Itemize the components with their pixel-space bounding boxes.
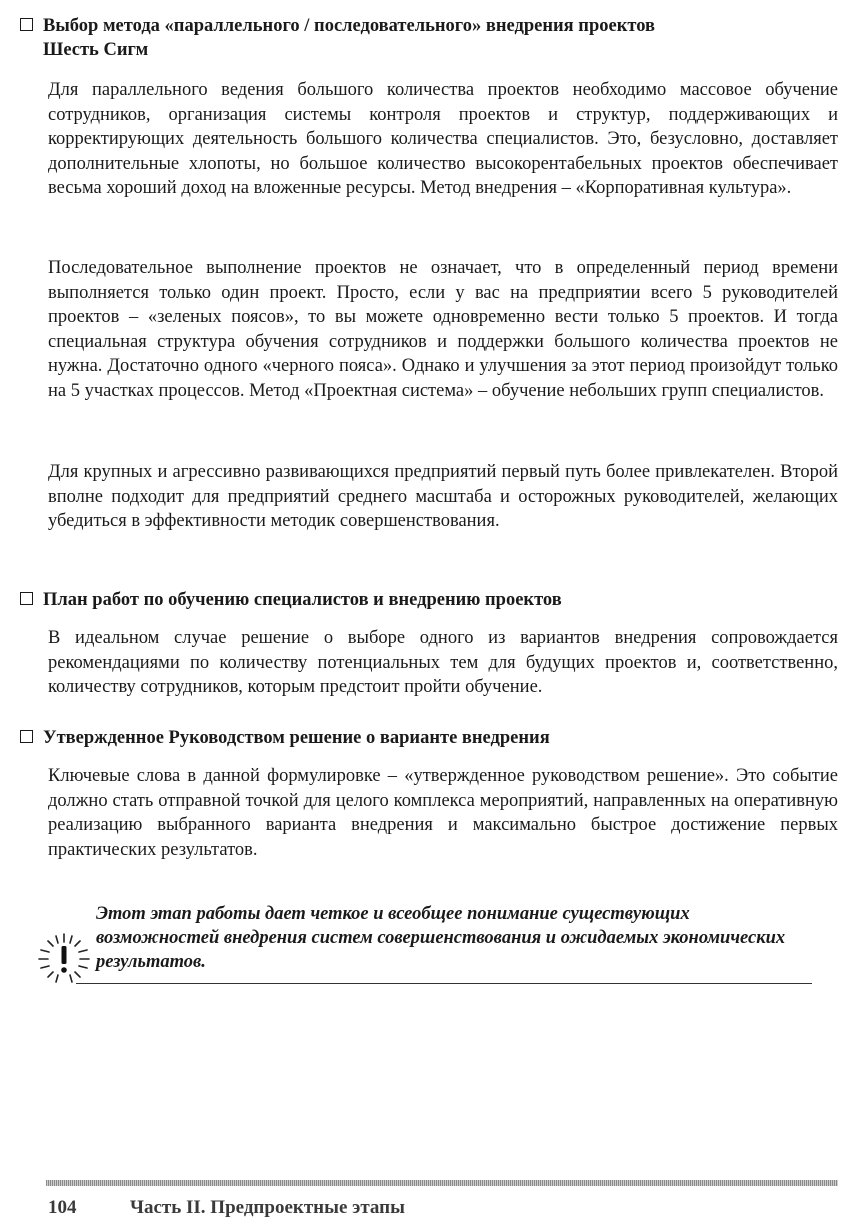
section-heading-line: Шесть Сигм — [43, 40, 149, 60]
section-heading-training-plan — [20, 588, 820, 612]
checkbox-icon — [20, 592, 33, 605]
note-underline — [76, 983, 812, 984]
page-footer — [48, 1196, 405, 1220]
section-heading-approved-decision — [20, 726, 820, 750]
section-heading-line: Утвержденное Руководством решение о варианте внедрения — [43, 728, 550, 748]
paragraph-parallel: Для параллельного ведения большого количества проектов необходимо массовое обучение сотрудников, организация системы контроля проектов и структур, поддерживающих и корректирующих деятельность большого количества специалистов. Это, безусловно, доставляет дополнительные хлопоты, но большое количество высокорентабельных проектов обеспечивает весьма хороший доход на вложенные ресурсы. Метод внедрения – «Корпоративная культура». — [48, 80, 838, 198]
paragraph-approved-decision: Ключевые слова в данной формулировке – «утвержденное руководством решение». Это событие должно стать отправной точкой для целого комплекса мероприятий, направленных на оперативную реализацию выбранного варианта внедрения и максимально быстрое достижение первых практических результатов. — [48, 766, 838, 860]
paragraph-training-plan: В идеальном случае решение о выборе одного из вариантов внедрения сопровождается рекомендациями по количеству потенциальных тем для будущих проектов и, соответственно, количеству сотрудников, которым предстоит пройти обучение. — [48, 628, 838, 697]
paragraph-sequential: Последовательное выполнение проектов не означает, что в определенный период времени выполняется только один проект. Просто, если у вас на предприятии всего 5 руководителей проектов – «зеленых поясов», то вы можете одновременно вести только 5 проектов. И тогда специальная структура обучения сотрудников и поддержки большого количества проектов не нужна. Достаточно одного «черного пояса». Однако и улучшения за этот период произойдут только на 5 участках процессов. Метод «Проектная система» – обучение небольших групп специалистов. — [48, 258, 838, 401]
section-heading-line: План работ по обучению специалистов и внедрению проектов — [43, 590, 562, 610]
footer-rule — [46, 1180, 838, 1186]
section-heading-line: Выбор метода «параллельного / последовательного» внедрения проектов — [43, 16, 655, 36]
part-title: Часть II. Предпроектные этапы — [130, 1197, 405, 1218]
section-heading-method-choice — [20, 14, 820, 62]
summary-note: Этот этап работы дает четкое и всеобщее понимание существующих возможностей внедрения систем совершенствования и ожидаемых экономических результатов. — [96, 904, 786, 972]
checkbox-icon — [20, 730, 33, 743]
page-number: 104 — [48, 1197, 77, 1218]
exclamation-burst-icon — [36, 930, 92, 986]
checkbox-icon — [20, 18, 33, 31]
paragraph-comparison: Для крупных и агрессивно развивающихся предприятий первый путь более привлекателен. Второй вполне подходит для предприятий среднего масштаба и осторожных руководителей, желающих убедиться в эффективности методик совершенствования. — [48, 462, 838, 531]
